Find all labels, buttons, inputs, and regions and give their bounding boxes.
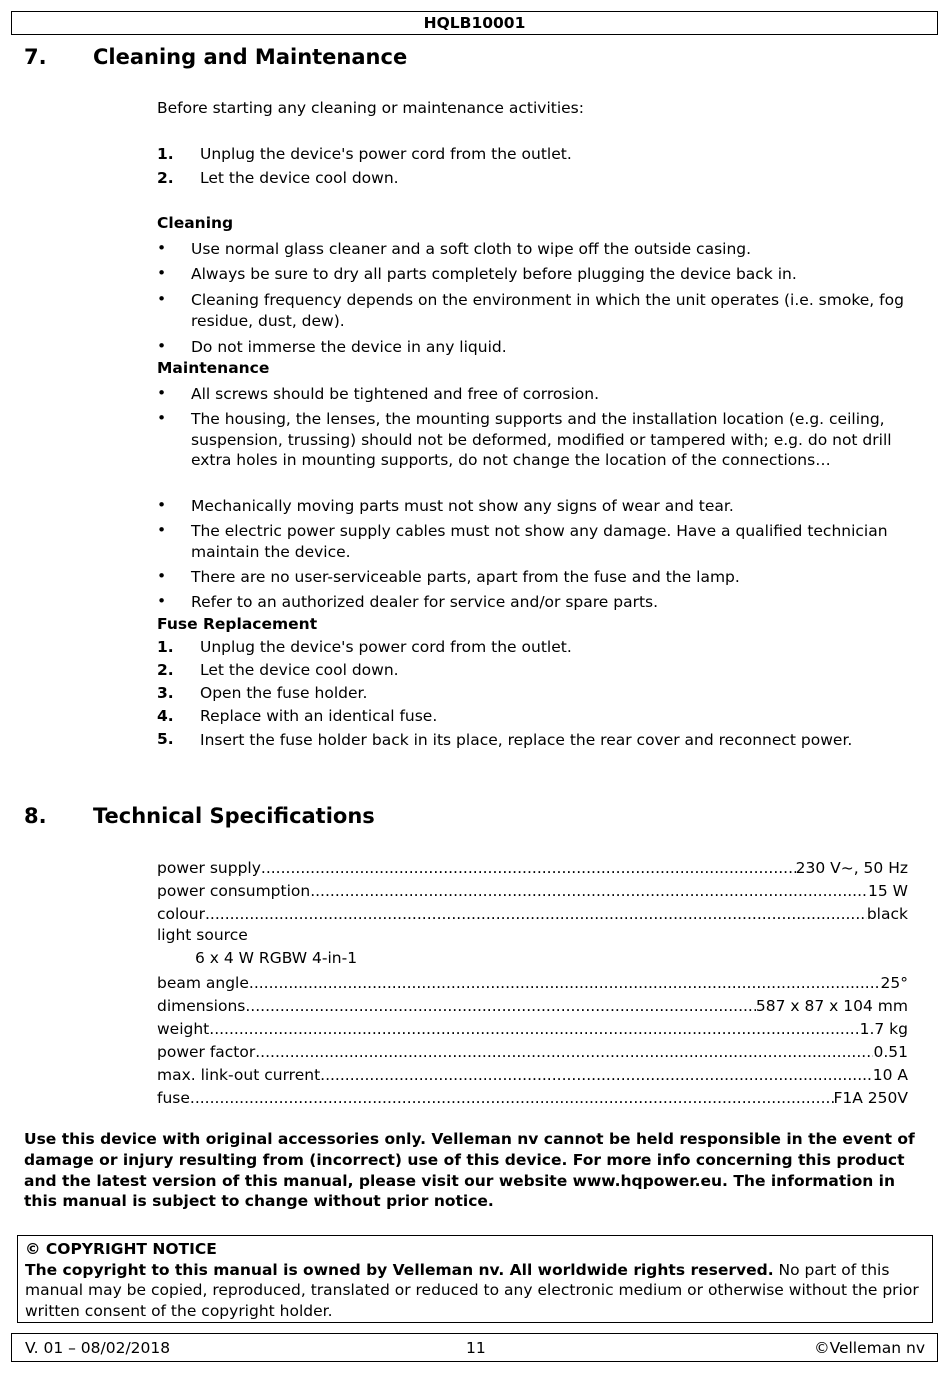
disclaimer: Use this device with original accessories only. Velleman nv cannot be held responsible in the event of damage or injury resulting from (incorrect) use of this device. For more info concerning this product and the latest version of this manual, please visit our website www.hqpower.eu. The information in this manual is subject to change without prior notice.: [24, 1130, 915, 1211]
bullet-icon: •: [157, 592, 167, 610]
bullet-icon: •: [157, 239, 167, 257]
section-8-number: 8.: [24, 804, 47, 828]
copyright-bold-text: The copyright to this manual is owned by Velleman nv. All worldwide rights reserved.: [25, 1260, 774, 1279]
maintenance-heading: Maintenance: [157, 359, 270, 377]
bullet-icon: •: [157, 409, 167, 427]
cleaning-item: Use normal glass cleaner and a soft cloth to wipe off the outside casing.: [191, 240, 752, 258]
fuse-step-number: 1.: [157, 638, 174, 656]
spec-row: [157, 972, 908, 994]
footer-owner: ©Velleman nv: [814, 1339, 925, 1357]
bullet-icon: •: [157, 290, 167, 308]
spec-value: 15 W: [868, 882, 908, 900]
fuse-step-text: Let the device cool down.: [200, 661, 399, 679]
spec-label: power factor: [157, 1043, 256, 1061]
fuse-step-number: 4.: [157, 707, 174, 725]
spec-value: black: [866, 905, 908, 923]
spec-row: [157, 1087, 908, 1109]
spec-row: [157, 880, 908, 902]
footer-page-number: 11: [466, 1339, 486, 1357]
fuse-heading: Fuse Replacement: [157, 615, 318, 633]
spec-label: dimensions: [157, 997, 246, 1015]
section-7-title: Cleaning and Maintenance: [93, 45, 408, 69]
fuse-step-number: 3.: [157, 684, 174, 702]
bullet-icon: •: [157, 521, 167, 539]
spec-label: max. link-out current: [157, 1066, 321, 1084]
spec-value: 25°: [880, 974, 908, 992]
fuse-step-text: Open the fuse holder.: [200, 684, 368, 702]
spec-label: colour: [157, 905, 205, 923]
fuse-step-number: 2.: [157, 661, 174, 679]
spec-value: 1.7 kg: [859, 1020, 908, 1038]
cleaning-item: Cleaning frequency depends on the environment in which the unit operates (i.e. smoke, fog residue, dust, dew).: [191, 291, 904, 330]
maintenance-item: The housing, the lenses, the mounting supports and the installation location (e.g. ceiling, suspension, trussing) should not be deformed, modified or tampered with; e.g. do not drill extra holes in mounting supports, do not change the location of the connections…: [191, 410, 892, 469]
cleaning-item: Always be sure to dry all parts completely before plugging the device back in.: [191, 265, 797, 283]
maintenance-item: All screws should be tightened and free of corrosion.: [191, 385, 600, 403]
bullet-icon: •: [157, 567, 167, 585]
section-7-intro: Before starting any cleaning or maintenance activities:: [157, 99, 584, 117]
bullet-icon: •: [157, 337, 167, 355]
maintenance-item: Refer to an authorized dealer for service and/or spare parts.: [191, 593, 659, 611]
fuse-step-number: 5.: [157, 730, 174, 748]
copyright-heading: © COPYRIGHT NOTICE: [25, 1240, 217, 1258]
bullet-icon: •: [157, 384, 167, 402]
footer-version: V. 01 – 08/02/2018: [25, 1339, 171, 1357]
fuse-step-text: Unplug the device's power cord from the outlet.: [200, 638, 572, 656]
fuse-step-text: Insert the fuse holder back in its place, replace the rear cover and reconnect power.: [200, 731, 853, 749]
fuse-step-text: Replace with an identical fuse.: [200, 707, 438, 725]
step-text: Let the device cool down.: [200, 169, 399, 187]
spec-row: [157, 857, 908, 879]
spec-row: [157, 1041, 908, 1063]
page-footer: [11, 1333, 938, 1362]
spec-label: fuse: [157, 1089, 190, 1107]
maintenance-item: There are no user-serviceable parts, apart from the fuse and the lamp.: [191, 568, 740, 586]
spec-value: 587 x 87 x 104 mm: [755, 997, 908, 1015]
spec-row: [157, 903, 908, 925]
spec-value: F1A 250V: [833, 1089, 908, 1107]
maintenance-item: Mechanically moving parts must not show any signs of wear and tear.: [191, 497, 734, 515]
step-number: 1.: [157, 145, 174, 163]
spec-label: power supply: [157, 859, 261, 877]
spec-row: [157, 1064, 908, 1086]
spec-label: beam angle: [157, 974, 249, 992]
copyright-notice: [17, 1235, 933, 1323]
section-7-number: 7.: [24, 45, 47, 69]
step-text: Unplug the device's power cord from the outlet.: [200, 145, 572, 163]
document-header: [11, 11, 938, 35]
copyright-text: No part of this manual may be copied, reproduced, translated or reduced to any electronic medium or otherwise without the prior written consent of the copyright holder.: [25, 1260, 919, 1320]
cleaning-heading: Cleaning: [157, 214, 234, 232]
copyright-body: [25, 1260, 932, 1322]
bullet-icon: •: [157, 496, 167, 514]
spec-value: 230 V~, 50 Hz: [795, 859, 908, 877]
bullet-icon: •: [157, 264, 167, 282]
model-number: HQLB10001: [423, 14, 526, 32]
spec-label: weight: [157, 1020, 210, 1038]
cleaning-item: Do not immerse the device in any liquid.: [191, 338, 507, 356]
step-number: 2.: [157, 169, 174, 187]
spec-value: 0.51: [873, 1043, 908, 1061]
spec-row: [157, 1018, 908, 1040]
spec-label: power consumption: [157, 882, 311, 900]
spec-label: light source: [157, 926, 248, 944]
spec-row: [157, 995, 908, 1017]
spec-label: 6 x 4 W RGBW 4-in-1: [195, 949, 358, 967]
maintenance-item: The electric power supply cables must not show any damage. Have a qualified technician maintain the device.: [191, 522, 888, 561]
section-8-title: Technical Specifications: [93, 804, 375, 828]
spec-value: 10 A: [872, 1066, 908, 1084]
